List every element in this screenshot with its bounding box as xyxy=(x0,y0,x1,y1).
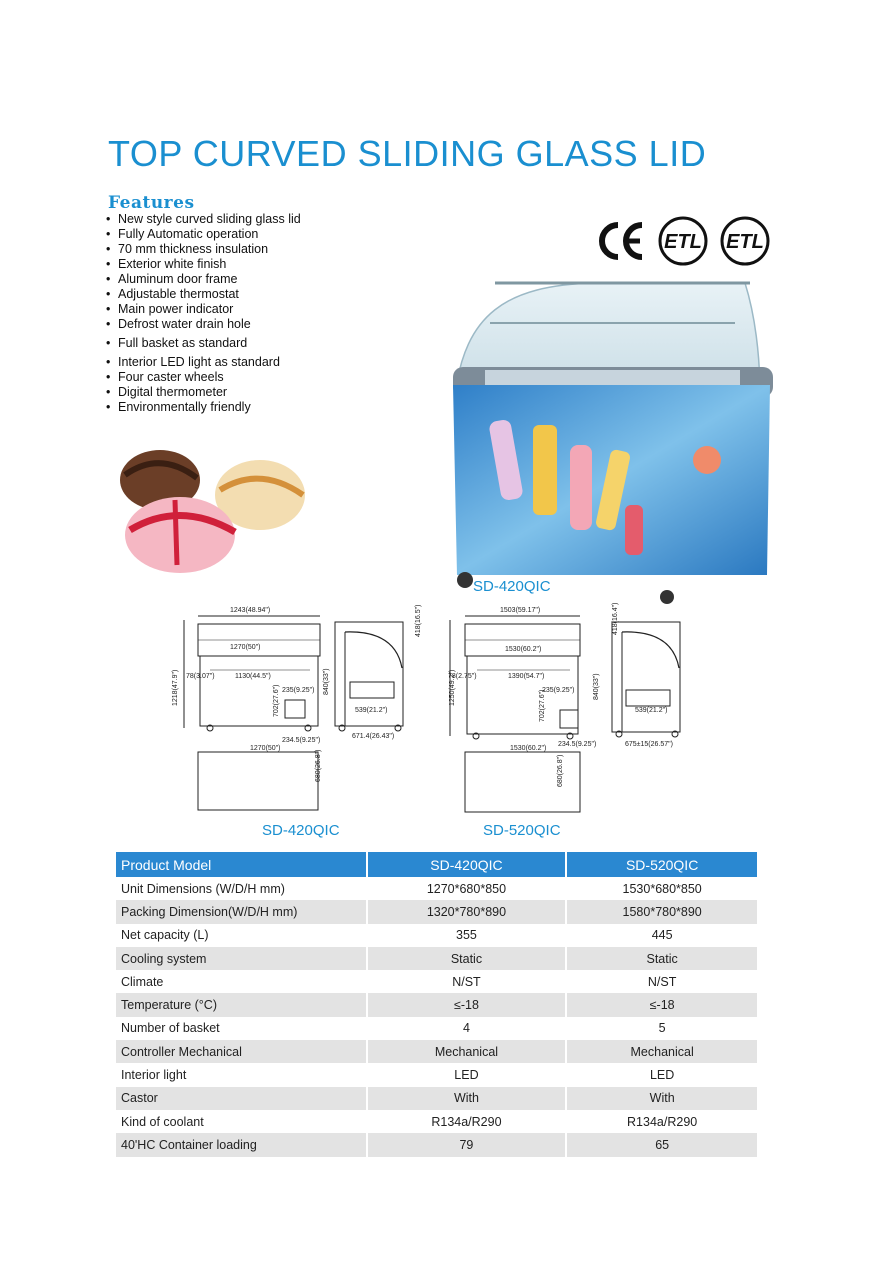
spec-value-cell: 65 xyxy=(566,1133,758,1156)
dim-label: 1218(47.9") xyxy=(172,669,179,706)
spec-value-cell: 5 xyxy=(566,1017,758,1040)
dim-label: 418(16.4") xyxy=(612,602,619,635)
ice-cream-image xyxy=(105,440,310,580)
feature-item: • Adjustable thermostat xyxy=(106,287,301,302)
table-row xyxy=(116,924,758,947)
dim-label: 234.5(9.25") xyxy=(558,741,597,748)
dim-label: 680(26.8") xyxy=(557,754,564,787)
feature-item: • Digital thermometer xyxy=(106,385,301,400)
spec-value-cell: LED xyxy=(367,1063,567,1086)
table-row xyxy=(116,877,758,900)
spec-value-cell: 445 xyxy=(566,924,758,947)
spec-label-cell: Temperature (°C) xyxy=(116,993,367,1016)
table-row xyxy=(116,900,758,923)
spec-table xyxy=(116,852,759,1157)
column-header: SD-420QIC xyxy=(367,852,567,877)
table-row xyxy=(116,1017,758,1040)
spec-value-cell: ≤-18 xyxy=(566,993,758,1016)
dim-label: 1503(59.17") xyxy=(500,607,541,614)
dim-label: 1530(60.2") xyxy=(505,646,542,653)
dim-label: 671.4(26.43") xyxy=(352,733,395,740)
spec-value-cell: With xyxy=(367,1087,567,1110)
feature-item: • New style curved sliding glass lid xyxy=(106,212,301,227)
dim-label: 1270(50") xyxy=(230,644,261,651)
dim-label: 840(33") xyxy=(323,668,330,695)
spec-label-cell: Climate xyxy=(116,970,367,993)
dim-label: 1530(60.2") xyxy=(510,745,547,752)
dim-label: 235(9.25") xyxy=(542,687,575,694)
etl-sanitation-icon xyxy=(722,218,768,264)
drawing-caption-left: SD-420QIC xyxy=(262,822,340,839)
spec-value-cell: Mechanical xyxy=(566,1040,758,1063)
dim-label: 78(3.07") xyxy=(186,673,215,680)
drawing-sd-520qic xyxy=(440,602,690,817)
dim-label: 539(21.2") xyxy=(635,707,668,714)
spec-value-cell: Mechanical xyxy=(367,1040,567,1063)
dim-label: 235(9.25") xyxy=(282,687,315,694)
table-row xyxy=(116,1110,758,1133)
feature-item: • Aluminum door frame xyxy=(106,272,301,287)
table-row xyxy=(116,1063,758,1086)
dim-label: 680(26.8") xyxy=(315,749,322,782)
feature-item: • 70 mm thickness insulation xyxy=(106,242,301,257)
column-header: Product Model xyxy=(116,852,367,877)
table-header-row xyxy=(116,852,758,877)
spec-label-cell: 40'HC Container loading xyxy=(116,1133,367,1156)
spec-value-cell: 1580*780*890 xyxy=(566,900,758,923)
etl-listed-icon xyxy=(660,218,706,264)
feature-item: • Fully Automatic operation xyxy=(106,227,301,242)
dim-label: 840(33") xyxy=(593,673,600,700)
page-title: TOP CURVED SLIDING GLASS LID xyxy=(108,133,707,174)
spec-value-cell: 355 xyxy=(367,924,567,947)
feature-item: • Defrost water drain hole xyxy=(106,317,301,332)
spec-label-cell: Controller Mechanical xyxy=(116,1040,367,1063)
spec-value-cell: ≤-18 xyxy=(367,993,567,1016)
column-header: SD-520QIC xyxy=(566,852,758,877)
svg-text:ETL: ETL xyxy=(664,231,702,253)
freezer-product-image xyxy=(445,275,775,605)
product-photo-caption: SD-420QIC xyxy=(473,578,551,595)
dim-label: 1270(50") xyxy=(250,745,281,752)
spec-value-cell: With xyxy=(566,1087,758,1110)
drawing-sd-420qic xyxy=(170,602,420,817)
dim-label: 1250(49.2") xyxy=(449,669,456,706)
spec-label-cell: Net capacity (L) xyxy=(116,924,367,947)
certification-logos xyxy=(590,215,775,267)
spec-value-cell: 4 xyxy=(367,1017,567,1040)
spec-label-cell: Cooling system xyxy=(116,947,367,970)
spec-value-cell: 1270*680*850 xyxy=(367,877,567,900)
spec-value-cell: 1530*680*850 xyxy=(566,877,758,900)
feature-item: • Exterior white finish xyxy=(106,257,301,272)
spec-table-body xyxy=(116,877,758,1157)
ce-mark-icon xyxy=(602,225,642,257)
feature-item: • Main power indicator xyxy=(106,302,301,317)
spec-label-cell: Castor xyxy=(116,1087,367,1110)
table-row xyxy=(116,993,758,1016)
dim-label: 1130(44.5") xyxy=(235,673,271,680)
feature-item: • Interior LED light as standard xyxy=(106,355,301,370)
features-heading: Features xyxy=(108,193,195,213)
table-row xyxy=(116,1133,758,1156)
spec-value-cell: Static xyxy=(367,947,567,970)
spec-label-cell: Number of basket xyxy=(116,1017,367,1040)
table-row xyxy=(116,947,758,970)
svg-text:ETL: ETL xyxy=(726,231,764,253)
dim-label: 1243(48.94") xyxy=(230,607,271,614)
spec-value-cell: 79 xyxy=(367,1133,567,1156)
spec-label-cell: Packing Dimension(W/D/H mm) xyxy=(116,900,367,923)
features-list xyxy=(106,212,301,415)
dim-label: 234.5(9.25") xyxy=(282,737,321,744)
dim-label: 418(16.5") xyxy=(415,604,422,637)
spec-value-cell: 1320*780*890 xyxy=(367,900,567,923)
spec-value-cell: R134a/R290 xyxy=(367,1110,567,1133)
spec-label-cell: Unit Dimensions (W/D/H mm) xyxy=(116,877,367,900)
feature-item: • Full basket as standard xyxy=(106,336,301,351)
spec-value-cell: LED xyxy=(566,1063,758,1086)
feature-item: • Four caster wheels xyxy=(106,370,301,385)
dim-label: 78(2.75") xyxy=(448,673,477,680)
spec-value-cell: R134a/R290 xyxy=(566,1110,758,1133)
spec-value-cell: N/ST xyxy=(566,970,758,993)
dim-label: 675±15(26.57") xyxy=(625,741,673,748)
spec-value-cell: N/ST xyxy=(367,970,567,993)
dim-label: 539(21.2") xyxy=(355,707,388,714)
dim-label: 1390(54.7") xyxy=(508,673,545,680)
dim-label: 702(27.6") xyxy=(539,689,546,722)
drawing-caption-right: SD-520QIC xyxy=(483,822,561,839)
table-row xyxy=(116,1040,758,1063)
table-row xyxy=(116,970,758,993)
spec-value-cell: Static xyxy=(566,947,758,970)
feature-item: • Environmentally friendly xyxy=(106,400,301,415)
dim-label: 702(27.6") xyxy=(273,684,280,717)
spec-label-cell: Kind of coolant xyxy=(116,1110,367,1133)
spec-label-cell: Interior light xyxy=(116,1063,367,1086)
table-row xyxy=(116,1087,758,1110)
